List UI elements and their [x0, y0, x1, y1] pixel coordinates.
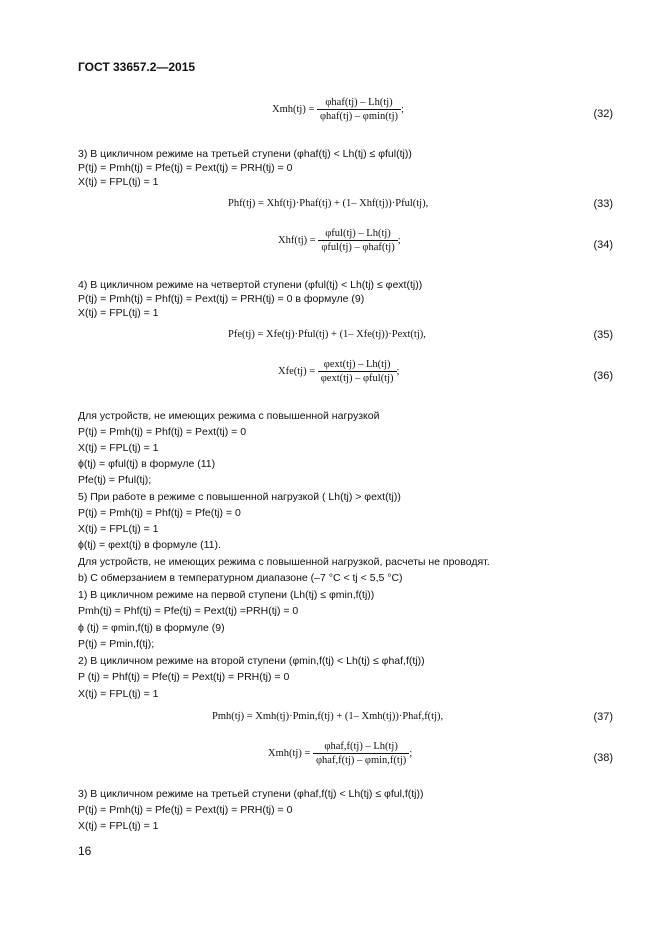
text-line: b) С обмерзанием в температурном диапазоне (–7 °C < tj < 5,5 °C) [78, 572, 403, 584]
formula-tail: ; [409, 748, 413, 759]
formula-fraction [318, 228, 397, 253]
equation-number: (37) [593, 711, 613, 723]
equation-number: (32) [593, 108, 613, 120]
fraction-numerator: φext(tj) – Lh(tj) [318, 359, 397, 372]
fraction-denominator: φful(tj) – φhaf(tj) [321, 242, 395, 253]
equation-number: (33) [593, 198, 613, 210]
formula-eq36 [278, 359, 399, 384]
fraction-numerator: φhaf,f(tj) – Lh(tj) [313, 741, 409, 754]
formula-fraction [318, 359, 397, 384]
formula-tail: ; [401, 104, 404, 115]
text-line: 3) В цикличном режиме на третьей ступени (φhaf(tj) < Lh(tj) ≤ φful(tj)) [78, 148, 412, 160]
equation-number: (35) [593, 329, 613, 341]
formula-eq34 [278, 228, 401, 253]
formula-eq32 [272, 97, 404, 122]
page-number: 16 [78, 844, 92, 858]
fraction-numerator: φhaf(tj) – Lh(tj) [317, 97, 401, 110]
text-line: X(tj) = FPL(tj) = 1 [78, 176, 159, 188]
text-line: 3) В цикличном режиме на третьей ступени (φhaf,f(tj) < Lh(tj) ≤ φful,f(tj)) [78, 788, 424, 800]
document-header: ГОСТ 33657.2—2015 [78, 60, 196, 74]
text-line: P(tj) = Pmh(tj) = Phf(tj) = Pext(tj) = PRH(tj) = 0 в формуле (9) [78, 293, 365, 305]
text-line: P(tj) = Pmh(tj) = Pfe(tj) = Pext(tj) = PRH(tj) = 0 [78, 162, 293, 174]
formula-lhs: Xhf(tj) = [278, 235, 319, 246]
equation-number: (36) [593, 370, 613, 382]
text-line: Pmh(tj) = Phf(tj) = Pfe(tj) = Pext(tj) =PRH(tj) = 0 [78, 605, 299, 617]
text-line: 4) В цикличном режиме на четвертой ступени (φful(tj) < Lh(tj) ≤ φext(tj)) [78, 279, 423, 291]
text-line: X(tj) = FPL(tj) = 1 [78, 442, 159, 454]
text-line: 5) При работе в режиме с повышенной нагрузкой ( Lh(tj) > φext(tj)) [78, 491, 401, 503]
text-line: X(tj) = FPL(tj) = 1 [78, 307, 159, 319]
formula-fraction [317, 97, 401, 122]
formula-tail: ; [397, 235, 401, 246]
fraction-denominator: φhaf,f(tj) – φmin,f(tj) [316, 755, 407, 766]
text-line: 2) В цикличном режиме на второй ступени (φmin,f(tj) < Lh(tj) ≤ φhaf,f(tj)) [78, 655, 425, 667]
equation-number: (34) [593, 239, 613, 251]
text-line: 1) В цикличном режиме на первой ступени (Lh(tj) ≤ φmin,f(tj)) [78, 589, 375, 601]
formula-expression: Pmh(tj) = Xmh(tj)·Pmin,f(tj) + (1– Xmh(tj))·Phaf,f(tj), [212, 711, 444, 722]
text-line: ϕ(tj) = φful(tj) в формуле (11) [78, 458, 216, 470]
text-line: Для устройств, не имеющих режима с повышенной нагрузкой, расчеты не проводят. [78, 556, 490, 568]
fraction-denominator: φext(tj) – φful(tj) [320, 373, 394, 384]
formula-eq35 [228, 329, 426, 340]
text-line: Pfe(tj) = Pful(tj); [78, 474, 152, 486]
text-line: P (tj) = Phf(tj) = Pfe(tj) = Pext(tj) = PRH(tj) = 0 [78, 671, 290, 683]
text-line: X(tj) = FPL(tj) = 1 [78, 820, 159, 832]
text-line: ϕ (tj) = φmin,f(tj) в формуле (9) [78, 622, 225, 634]
equation-number: (38) [593, 752, 613, 764]
formula-eq33 [228, 198, 428, 209]
fraction-numerator: φful(tj) – Lh(tj) [318, 228, 397, 241]
fraction-denominator: φhaf(tj) – φmin(tj) [320, 111, 399, 122]
text-line: P(tj) = Pmh(tj) = Pfe(tj) = Pext(tj) = PRH(tj) = 0 [78, 804, 293, 816]
formula-lhs: Xfe(tj) = [278, 366, 318, 377]
text-line: Для устройств, не имеющих режима с повышенной нагрузкой [78, 410, 380, 422]
formula-fraction [313, 741, 409, 766]
formula-expression: Phf(tj) = Xhf(tj)·Phaf(tj) + (1– Xhf(tj))·Pful(tj), [228, 198, 429, 209]
text-line: P(tj) = Pmh(tj) = Phf(tj) = Pfe(tj) = 0 [78, 507, 241, 519]
text-line: X(tj) = FPL(tj) = 1 [78, 523, 159, 535]
formula-lhs: Xmh(tj) = [272, 104, 317, 115]
formula-eq37 [212, 711, 443, 722]
formula-lhs: Xmh(tj) = [268, 748, 313, 759]
formula-expression: Pfe(tj) = Xfe(tj)·Pful(tj) + (1– Xfe(tj))·Pext(tj), [228, 329, 426, 340]
text-line: ϕ(tj) = φext(tj) в формуле (11). [78, 539, 221, 551]
text-line: P(tj) = Pmin,f(tj); [78, 638, 155, 650]
text-line: X(tj) = FPL(tj) = 1 [78, 688, 159, 700]
text-line: P(tj) = Pmh(tj) = Phf(tj) = Pext(tj) = 0 [78, 426, 247, 438]
formula-tail: ; [396, 366, 400, 377]
formula-eq38 [268, 741, 412, 766]
